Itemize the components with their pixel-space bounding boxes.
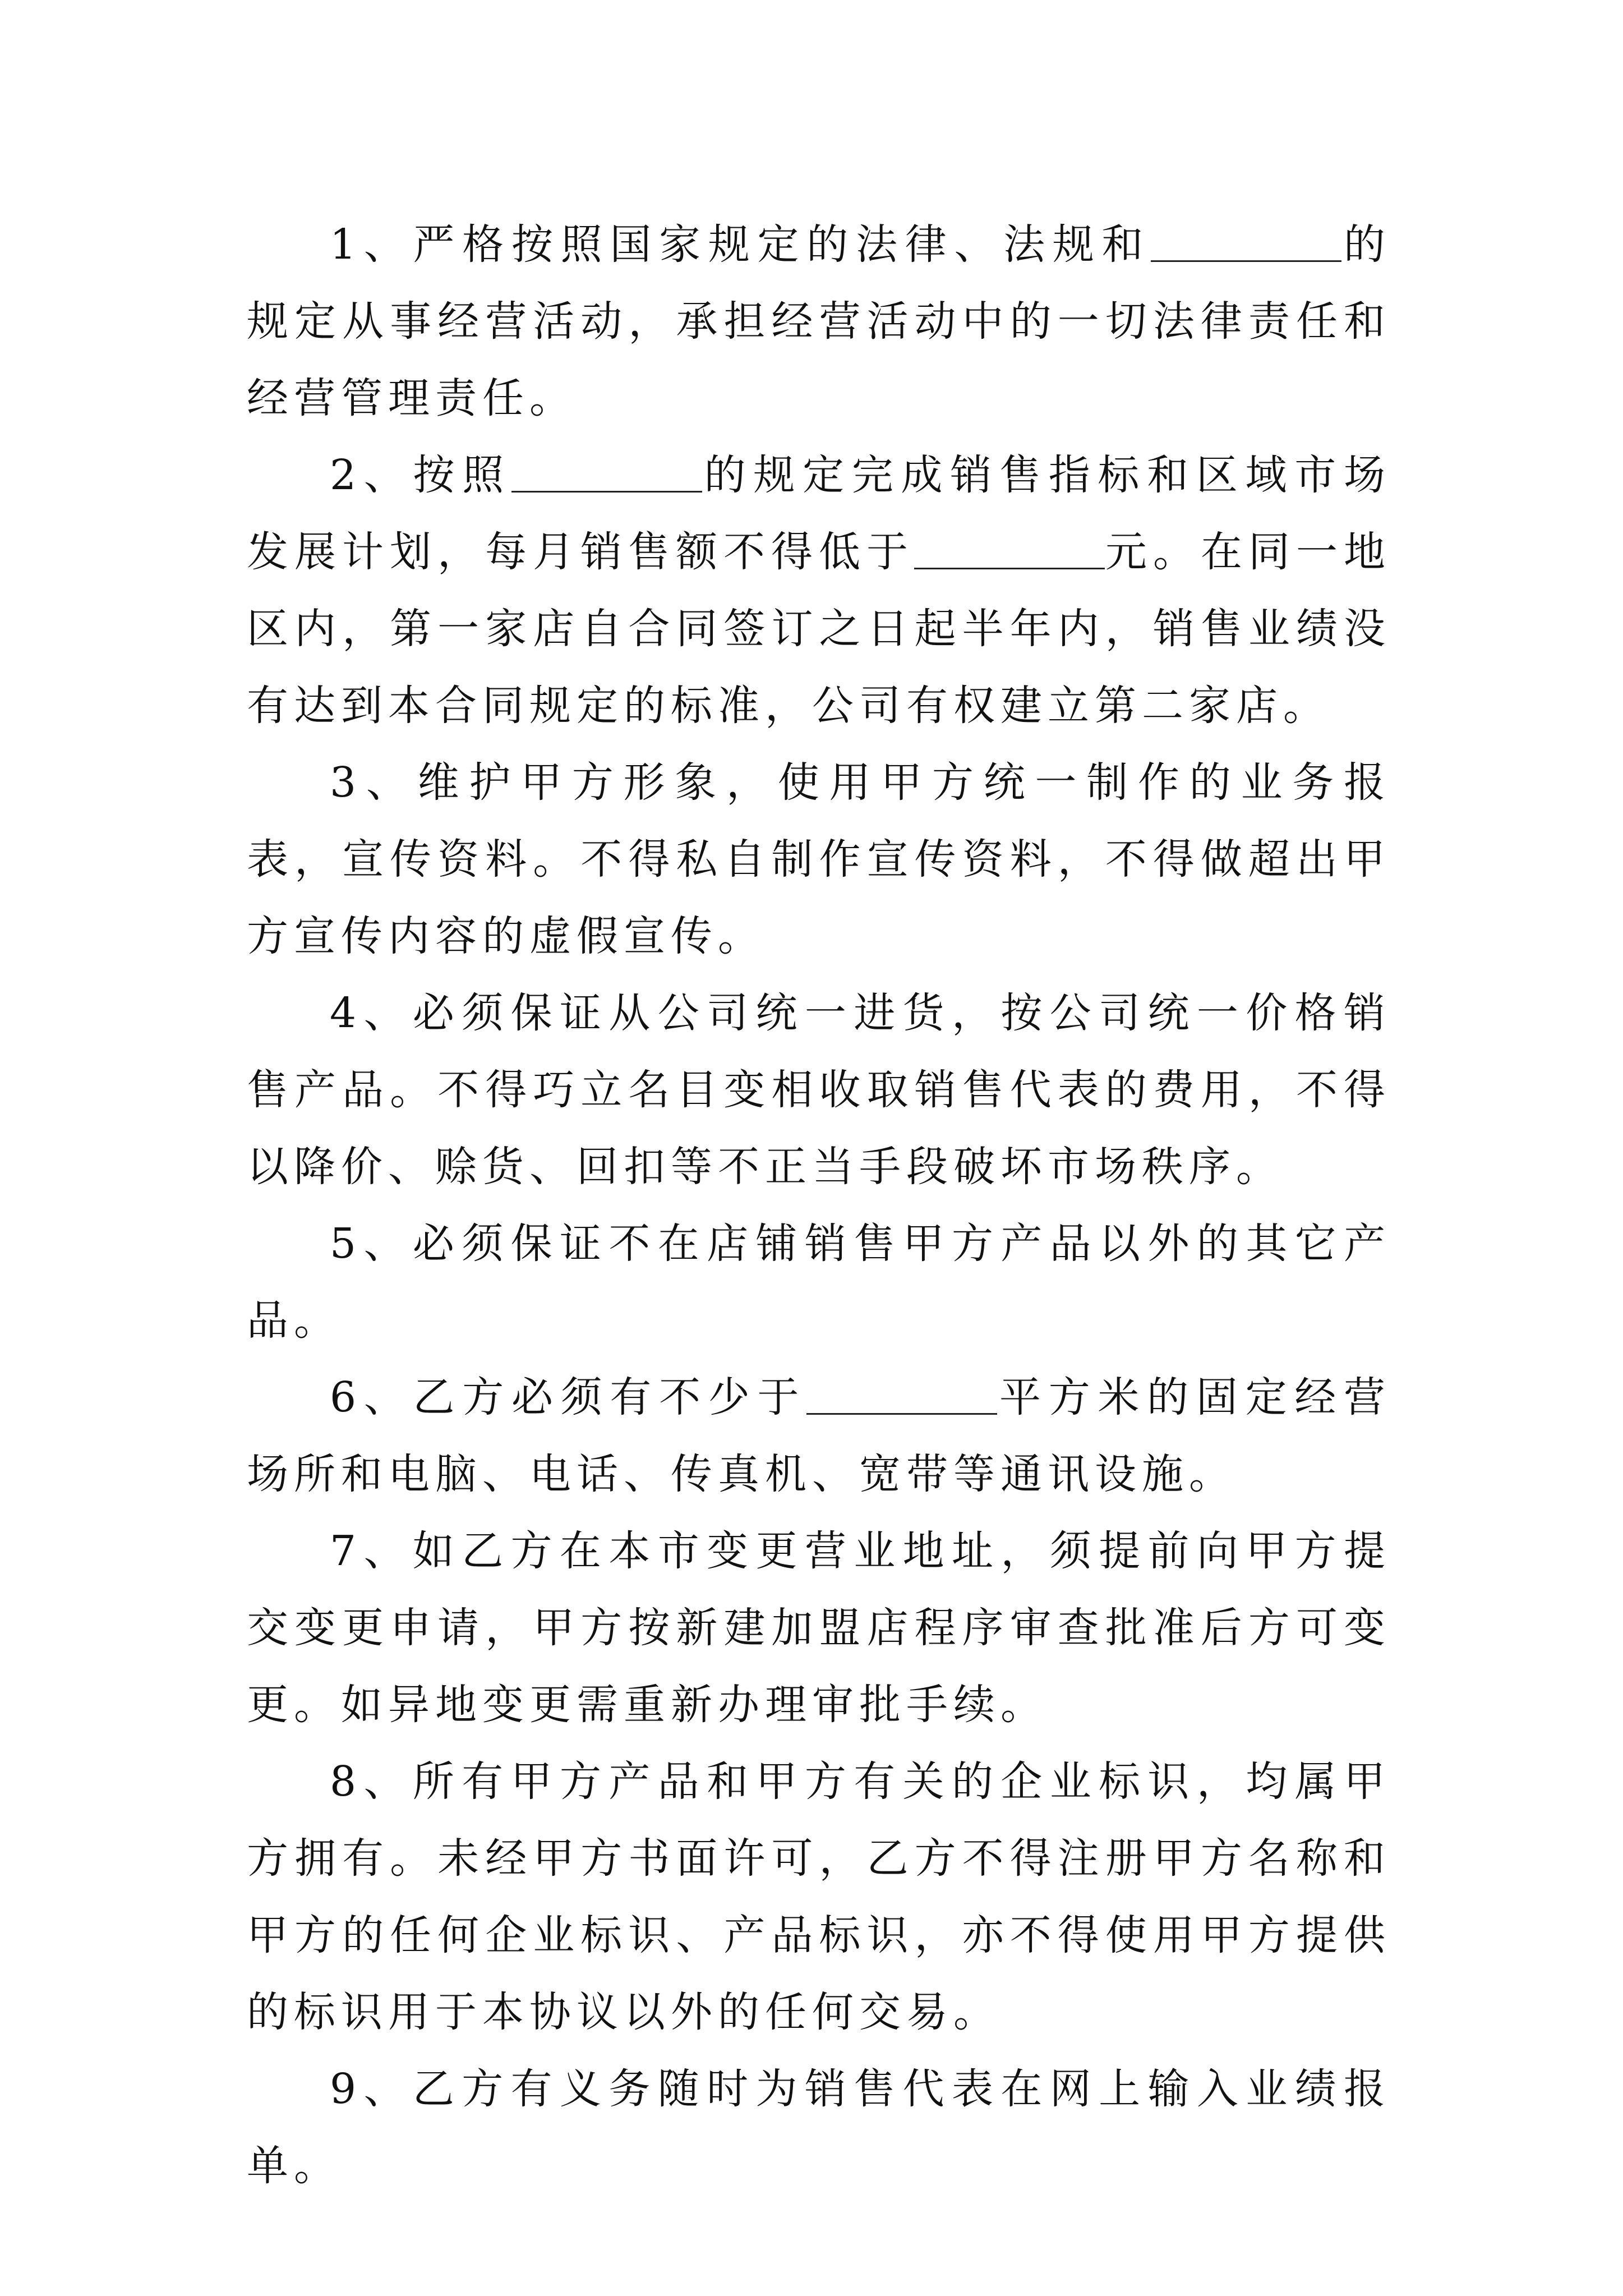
clause-4 — [247, 975, 1391, 1205]
clause-text: 必须保证不在店铺销售甲方产品以外的其它产品。 — [247, 1220, 1391, 1345]
clause-number: 4、 — [330, 989, 413, 1037]
clause-1 — [247, 206, 1391, 437]
clause-text: 严格按照国家规定的法律、法规和 — [413, 220, 1151, 269]
clause-number: 3、 — [330, 758, 418, 807]
clause-6 — [247, 1359, 1391, 1513]
clause-number: 6、 — [330, 1373, 413, 1421]
clause-3 — [247, 744, 1391, 975]
clause-text: 必须保证从公司统一进货，按公司统一价格销售产品。不得巧立名目变相收取销售代表的费用，不得以降价、赊货、回扣等不正当手段破坏市场秩序。 — [247, 989, 1391, 1191]
fill-blank — [806, 1379, 997, 1415]
clause-text: 所有甲方产品和甲方有关的企业标识，均属甲方拥有。未经甲方书面许可，乙方不得注册甲方名称和甲方的任何企业标识、产品标识，亦不得使用甲方提供的标识用于本协议以外的任何交易。 — [247, 1757, 1391, 2036]
fill-blank — [1151, 227, 1341, 262]
clause-text: 乙方有义务随时为销售代表在网上输入业绩报单。 — [247, 2065, 1391, 2190]
clause-text: 维护甲方形象，使用甲方统一制作的业务报表，宣传资料。不得私自制作宣传资料，不得做超出甲方宣传内容的虚假宣传。 — [247, 758, 1391, 960]
clause-text: 如乙方在本市变更营业地址，须提前向甲方提交变更申请，甲方按新建加盟店程序审查批准后方可变更。如异地变更需重新办理审批手续。 — [247, 1527, 1391, 1729]
clause-number: 9、 — [330, 2065, 413, 2113]
clause-number: 1、 — [330, 220, 413, 269]
clause-number: 8、 — [330, 1757, 413, 1806]
clause-number: 7、 — [330, 1527, 413, 1575]
clause-9 — [247, 2051, 1391, 2205]
clause-5 — [247, 1205, 1391, 1359]
clause-text: 平方米的固定经营场所和电脑、电话、传真机、宽带等通讯设施。 — [247, 1373, 1391, 1498]
clause-text: 按照 — [413, 451, 511, 499]
clause-text: 元。在同一地区内，第一家店自合同签订之日起半年内，销售业绩没有达到本合同规定的标准，公司有权建立第二家店。 — [247, 528, 1391, 730]
clause-text: 乙方必须有不少于 — [413, 1373, 807, 1421]
document-page — [247, 0, 1391, 2205]
fill-blank — [511, 457, 702, 493]
fill-blank — [914, 534, 1105, 569]
clause-number: 2、 — [330, 451, 413, 499]
clause-text: 的规定从事经营活动，承担经营活动中的一切法律责任和经营管理责任。 — [247, 220, 1391, 422]
clause-2 — [247, 437, 1391, 744]
clause-8 — [247, 1743, 1391, 2051]
clause-text: 的规定完成销售指标和区域市场发展计划，每月销售额不得低于 — [247, 451, 1391, 576]
clause-number: 5、 — [330, 1220, 413, 1268]
clause-7 — [247, 1513, 1391, 1743]
